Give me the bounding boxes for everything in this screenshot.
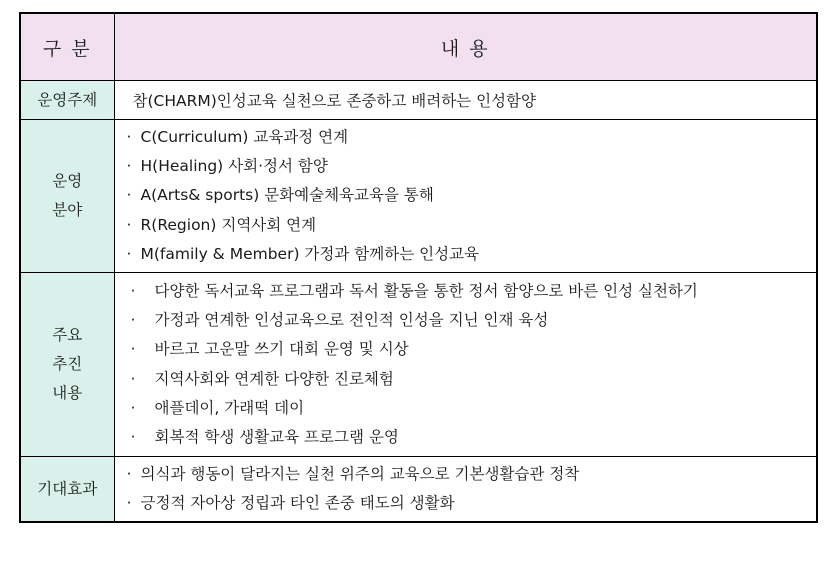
list-item bbox=[131, 365, 817, 394]
row-content-field bbox=[114, 120, 817, 273]
list-item bbox=[127, 460, 817, 489]
bullet-dot: · bbox=[130, 281, 136, 300]
list-item-text: H(Healing) 사회·정서 함양 bbox=[140, 157, 328, 176]
list-item bbox=[127, 240, 817, 269]
list-item-text: M(family & Member) 가정과 함께하는 인성교육 bbox=[140, 244, 479, 263]
main-list bbox=[115, 274, 817, 455]
row-label-field bbox=[20, 120, 114, 273]
bullet-dot: · bbox=[126, 186, 132, 205]
list-item-text: 회복적 학생 생활교육 프로그램 운영 bbox=[154, 427, 399, 446]
effect-list bbox=[115, 457, 817, 521]
list-item bbox=[131, 423, 817, 452]
list-item-text: 긍정적 자아상 정립과 타인 존중 태도의 생활화 bbox=[140, 494, 455, 513]
bullet-dot: · bbox=[130, 311, 136, 330]
label-line: 운영 bbox=[52, 172, 83, 190]
table-header-row bbox=[20, 13, 817, 81]
list-item bbox=[131, 306, 817, 335]
field-list bbox=[115, 120, 817, 272]
row-text-theme: 참(CHARM)인성교육 실천으로 존중하고 배려하는 인성함양 bbox=[114, 81, 817, 120]
list-item bbox=[127, 152, 817, 181]
row-content-main bbox=[114, 273, 817, 457]
header-category: 구 분 bbox=[20, 13, 114, 81]
table-row-field bbox=[20, 120, 817, 273]
list-item-text: A(Arts& sports) 문화예술체육교육을 통해 bbox=[140, 186, 434, 205]
list-item bbox=[127, 211, 817, 240]
row-label-main bbox=[20, 273, 114, 457]
row-label-effect: 기대효과 bbox=[20, 457, 114, 523]
list-item-text: 지역사회와 연계한 다양한 진로체험 bbox=[154, 369, 394, 388]
bullet-dot: · bbox=[126, 494, 132, 513]
list-item bbox=[131, 277, 817, 306]
list-item bbox=[127, 489, 817, 518]
bullet-dot: · bbox=[126, 157, 132, 176]
bullet-dot: · bbox=[130, 369, 136, 388]
table-row-main bbox=[20, 273, 817, 457]
label-line: 주요 bbox=[52, 326, 83, 345]
header-content: 내 용 bbox=[114, 13, 817, 81]
list-item-text: 다양한 독서교육 프로그램과 독서 활동을 통한 정서 함양으로 바른 인성 실천하기 bbox=[154, 281, 698, 300]
list-item bbox=[131, 394, 817, 423]
label-line: 내용 bbox=[52, 384, 83, 403]
bullet-dot: · bbox=[126, 244, 132, 263]
list-item-text: C(Curriculum) 교육과정 연계 bbox=[140, 128, 349, 146]
bullet-dot: · bbox=[130, 427, 136, 446]
table-row-theme bbox=[20, 81, 817, 120]
list-item bbox=[131, 335, 817, 364]
list-item-text: 가정과 연계한 인성교육으로 전인적 인성을 지닌 인재 육성 bbox=[154, 311, 549, 330]
row-label-theme: 운영주제 bbox=[20, 81, 114, 120]
list-item-text: 바르고 고운말 쓰기 대회 운영 및 시상 bbox=[154, 340, 409, 359]
list-item-text: 애플데이, 가래떡 데이 bbox=[154, 398, 305, 417]
bullet-dot: · bbox=[126, 215, 132, 234]
label-line: 분야 bbox=[52, 201, 83, 219]
list-item bbox=[127, 123, 817, 152]
list-item bbox=[127, 181, 817, 210]
bullet-dot: · bbox=[126, 465, 132, 484]
label-line: 추진 bbox=[52, 355, 83, 374]
list-item-text: 의식과 행동이 달라지는 실천 위주의 교육으로 기본생활습관 정착 bbox=[140, 465, 580, 484]
row-content-effect bbox=[114, 457, 817, 523]
bullet-dot: · bbox=[130, 340, 136, 359]
table-row-effect bbox=[20, 457, 817, 523]
list-item-text: R(Region) 지역사회 연계 bbox=[140, 215, 317, 234]
plan-table bbox=[19, 12, 818, 523]
bullet-dot: · bbox=[130, 398, 136, 417]
bullet-dot: · bbox=[126, 128, 132, 146]
